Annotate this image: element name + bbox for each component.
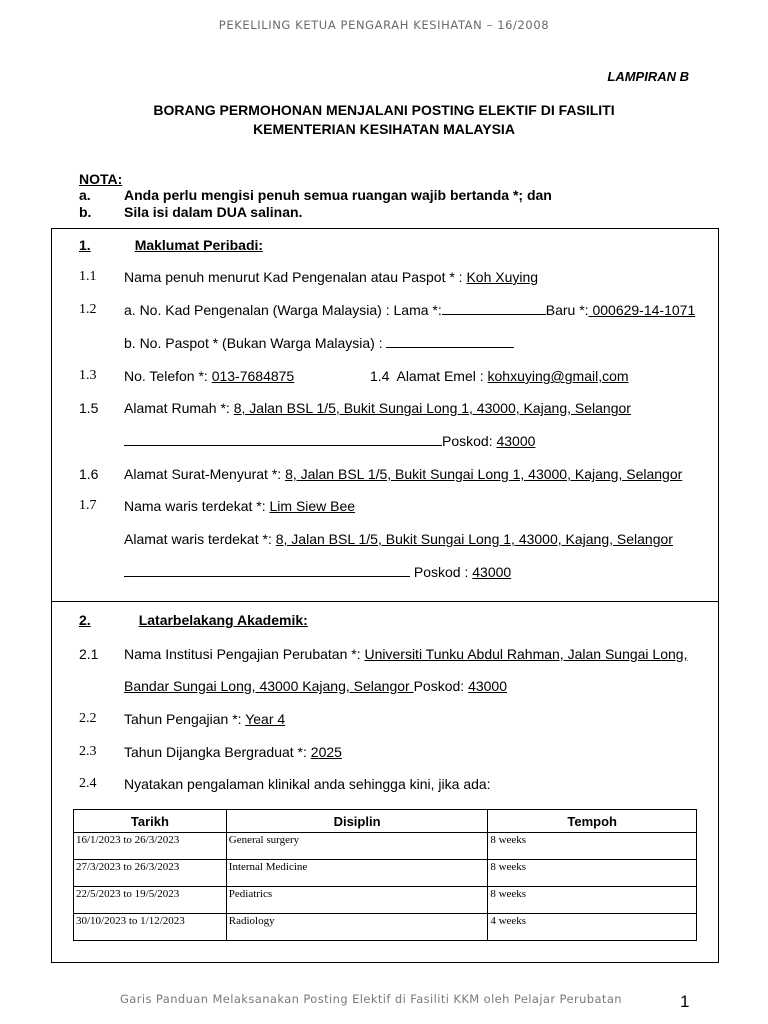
home-address-value[interactable]: 8, Jalan BSL 1/5, Bukit Sungai Long 1, 43000, Kajang, Selangor [233,400,631,416]
column-header-tarikh: Tarikh [74,810,227,833]
field-1-1 [124,269,538,285]
home-address-line-2-blank[interactable] [124,434,442,446]
full-name-label: Nama penuh menurut Kad Pengenalan atau Paspot * : [124,269,467,285]
field-1-7-poskod [124,564,511,580]
ic-baru-value[interactable]: 000629-14-1071 [588,302,696,318]
passport-label: b. No. Paspot * (Bukan Warga Malaysia) : [124,335,387,351]
ic-label: a. No. Kad Pengenalan (Warga Malaysia) : Lama *: [124,302,442,318]
form-title-line-2: KEMENTERIAN KESIHATAN MALAYSIA [253,121,515,137]
table-cell-discipline[interactable]: General surgery [226,833,488,860]
table-cell-duration[interactable]: 8 weeks [488,860,697,887]
table-cell-date[interactable]: 27/3/2023 to 26/3/2023 [74,860,227,887]
home-poskod-label: Poskod: [442,433,497,449]
passport-blank[interactable] [386,336,514,348]
nota-item-b: Sila isi dalam DUA salinan. [124,204,303,220]
ic-baru-label: Baru *: [545,302,589,318]
field-1-2a [124,302,695,318]
table-header-row [74,810,697,833]
footer-text: Garis Panduan Melaksanakan Posting Elektif di Fasiliti KKM oleh Pelajar Perubatan [120,992,622,1006]
kin-poskod-value[interactable]: 43000 [472,564,512,580]
field-1-6 [124,466,682,482]
table-cell-duration[interactable]: 8 weeks [488,833,697,860]
nota-marker-a: a. [79,187,91,203]
field-1-5-number: 1.5 [79,400,99,416]
field-2-1-number: 2.1 [79,646,99,662]
nota-item-a: Anda perlu mengisi penuh semua ruangan wajib bertanda *; dan [124,187,552,203]
field-2-2 [124,711,285,727]
table-cell-date[interactable]: 30/10/2023 to 1/12/2023 [74,914,227,941]
email-label: Alamat Emel : [396,368,488,384]
field-1-7-number: 1.7 [79,498,97,513]
year-of-study-value[interactable]: Year 4 [245,711,286,727]
email-value[interactable]: kohxuying@gmail,com [487,368,629,384]
table-cell-date[interactable]: 16/1/2023 to 26/3/2023 [74,833,227,860]
field-2-3 [124,744,342,760]
field-1-7 [124,498,355,514]
institution-poskod-label: Poskod: [413,678,469,694]
table-row [74,914,697,941]
table-cell-duration[interactable]: 4 weeks [488,914,697,941]
full-name-value[interactable]: Koh Xuying [466,269,539,285]
section-1-number: 1. [79,237,91,253]
kin-address-value[interactable]: 8, Jalan BSL 1/5, Bukit Sungai Long 1, 43000, Kajang, Selangor [275,531,673,547]
table-cell-discipline[interactable]: Pediatrics [226,887,488,914]
field-1-1-number: 1.1 [79,269,97,284]
table-row [74,833,697,860]
section-1-heading [79,237,263,253]
clinical-experience-table [73,809,697,941]
field-1-6-number: 1.6 [79,466,99,482]
next-of-kin-label: Nama waris terdekat *: [124,498,270,514]
table-row [74,887,697,914]
field-1-7-address [124,531,673,547]
field-1-5 [124,400,631,416]
phone-value[interactable]: 013-7684875 [211,368,295,384]
kin-poskod-label: Poskod : [410,564,473,580]
column-header-tempoh: Tempoh [488,810,697,833]
home-address-label: Alamat Rumah *: [124,400,234,416]
form-title-line-1: BORANG PERMOHONAN MENJALANI POSTING ELEKTIF DI FASILITI [153,102,615,118]
institution-poskod-value[interactable]: 43000 [468,678,507,694]
institution-label: Nama Institusi Pengajian Perubatan *: [124,646,365,662]
section-1-title: Maklumat Peribadi: [134,237,264,253]
nota-marker-b: b. [79,204,92,220]
table-cell-duration[interactable]: 8 weeks [488,887,697,914]
clinical-experience-label: Nyatakan pengalaman klinikal anda sehingga kini, jika ada: [124,776,491,792]
column-header-disiplin: Disiplin [226,810,488,833]
ic-lama-blank[interactable] [442,303,546,315]
field-1-2b [124,335,514,351]
graduation-year-label: Tahun Dijangka Bergraduat *: [124,744,311,760]
section-2-title: Latarbelakang Akademik: [138,612,308,628]
section-2-number: 2. [79,612,91,628]
field-1-3 [124,368,294,384]
phone-label: No. Telefon *: [124,368,212,384]
field-2-4-number: 2.4 [79,776,97,791]
institution-value-line-2[interactable]: Bandar Sungai Long, 43000 Kajang, Selangor [124,678,414,694]
mailing-address-value[interactable]: 8, Jalan BSL 1/5, Bukit Sungai Long 1, 43000, Kajang, Selangor [285,466,683,482]
field-2-1-line-2 [124,678,507,694]
home-poskod-value[interactable]: 43000 [496,433,536,449]
running-header: PEKELILING KETUA PENGARAH KESIHATAN – 16/2008 [218,18,550,32]
field-1-2-number: 1.2 [79,302,97,317]
field-1-4 [370,368,629,384]
kin-address-line-2-blank[interactable] [124,565,410,577]
field-2-1 [124,646,687,662]
mailing-address-label: Alamat Surat-Menyurat *: [124,466,286,482]
nota-heading: NOTA: [79,171,123,187]
year-of-study-label: Tahun Pengajian *: [124,711,246,727]
table-cell-discipline[interactable]: Internal Medicine [226,860,488,887]
field-1-3-number: 1.3 [79,368,97,383]
graduation-year-value[interactable]: 2025 [310,744,342,760]
table-row [74,860,697,887]
table-cell-discipline[interactable]: Radiology [226,914,488,941]
field-2-3-number: 2.3 [79,744,97,759]
kin-address-label: Alamat waris terdekat *: [124,531,276,547]
lampiran-label: LAMPIRAN B [607,69,689,84]
section-2-heading [79,612,308,628]
next-of-kin-value[interactable]: Lim Siew Bee [269,498,356,514]
field-2-2-number: 2.2 [79,711,97,726]
page-number: 1 [680,992,690,1011]
field-1-5-poskod [124,433,535,449]
institution-value-line-1[interactable]: Universiti Tunku Abdul Rahman, Jalan Sungai Long, [364,646,688,662]
field-1-4-number: 1.4 [370,368,390,384]
table-cell-date[interactable]: 22/5/2023 to 19/5/2023 [74,887,227,914]
